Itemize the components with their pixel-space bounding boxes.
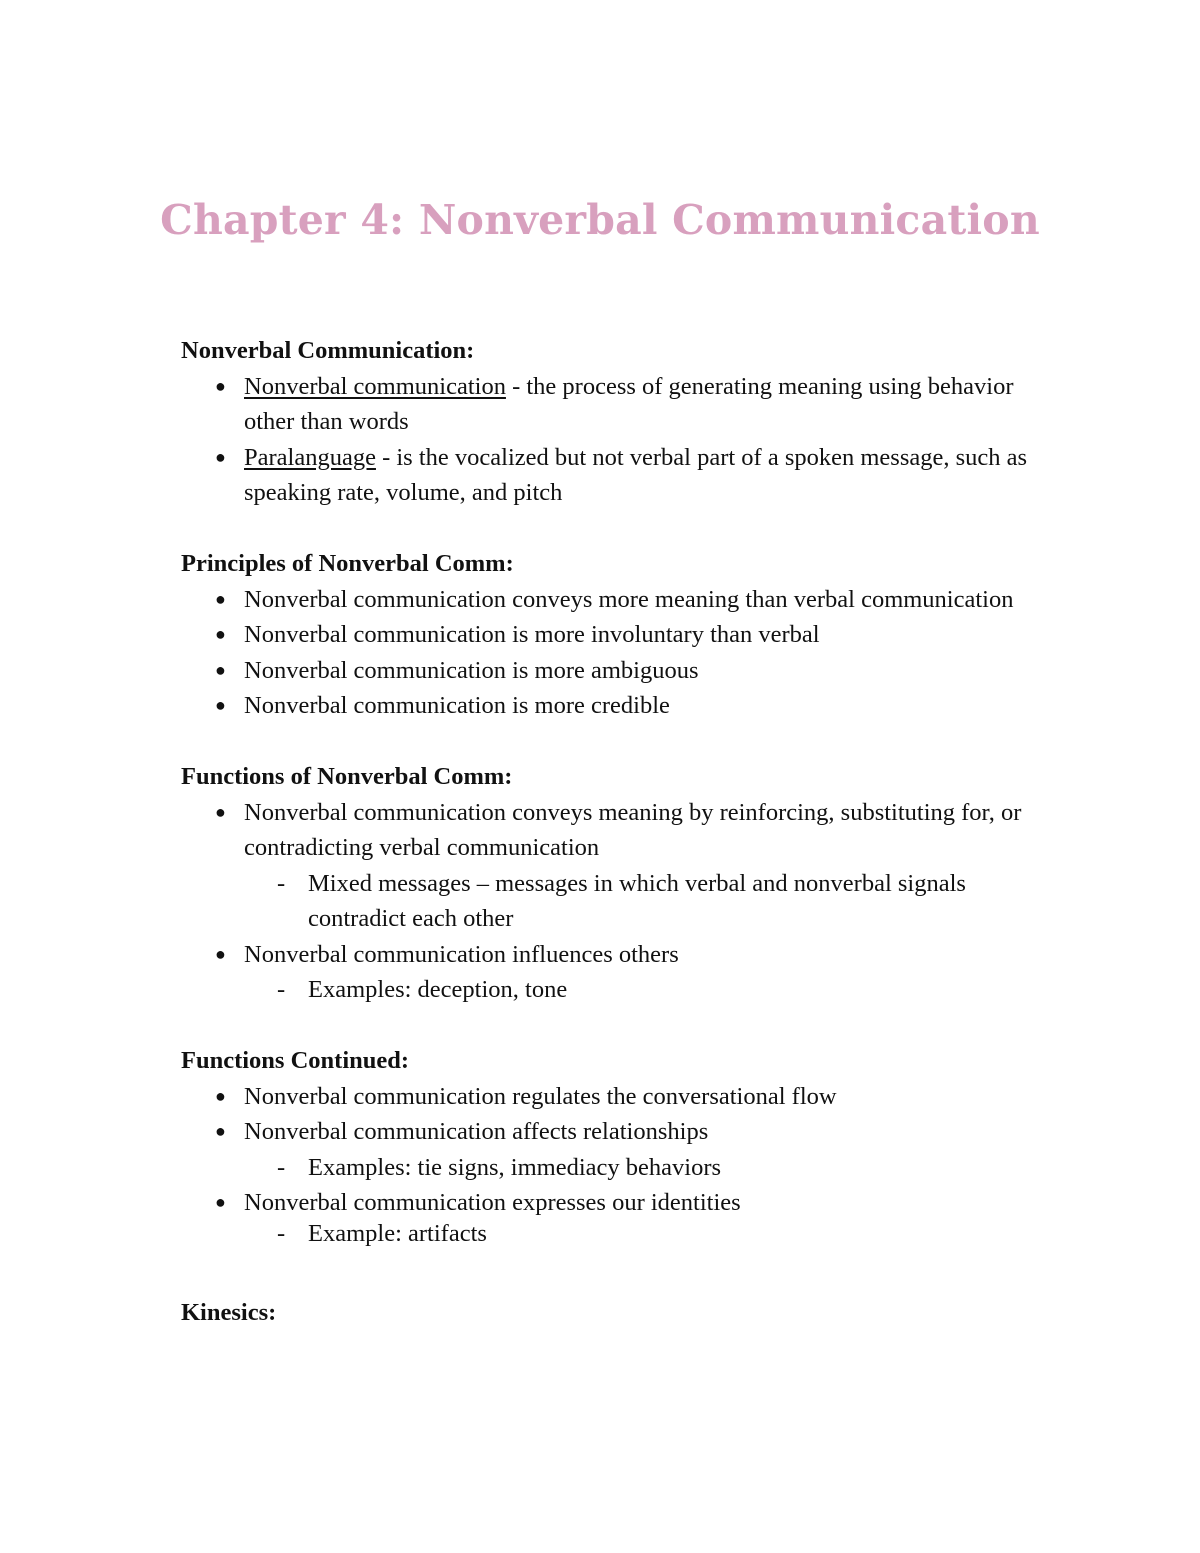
section-heading: Nonverbal Communication:: [181, 337, 475, 364]
section-kinesics: [181, 1295, 1061, 1331]
bullet-icon: ●: [215, 624, 226, 644]
sub-list-item: [244, 866, 1061, 937]
bullet-icon: ●: [215, 943, 226, 964]
section-heading: Functions of Nonverbal Comm:: [181, 763, 513, 790]
list-item: [181, 1185, 1061, 1247]
bullet-icon: ●: [215, 801, 226, 822]
section-functions: [181, 759, 1061, 1008]
term-label: Paralanguage: [244, 443, 376, 471]
list-item: [181, 617, 1061, 653]
bullet-icon: ●: [215, 588, 226, 609]
definition-text: - the process of generating meaning using behavior other than words: [244, 372, 1014, 435]
list-item: [181, 653, 1061, 689]
sub-list: [244, 1150, 1061, 1186]
sub-item-text: Mixed messages – messages in which verbal and nonverbal signals contradict each other: [308, 869, 966, 932]
section-nonverbal-communication: [181, 333, 1061, 511]
section-principles: [181, 546, 1061, 724]
bullet-icon: ●: [215, 1085, 226, 1106]
section-heading: Functions Continued:: [181, 1047, 410, 1074]
bullet-icon: ●: [215, 695, 226, 715]
item-text: Nonverbal communication is more ambiguous: [244, 656, 699, 684]
section-functions-continued: [181, 1043, 1061, 1247]
dash-icon: -: [277, 869, 286, 897]
list-item: [181, 1079, 1061, 1115]
dash-icon: -: [277, 976, 286, 1003]
dash-icon: -: [277, 1153, 286, 1181]
item-text: Nonverbal communication is more credible: [244, 692, 670, 719]
sub-list: [244, 972, 1061, 1008]
bullet-icon: ●: [215, 1121, 226, 1141]
list-item: [181, 582, 1061, 618]
bullet-list: [181, 795, 1061, 1008]
list-item: [181, 937, 1061, 1008]
bullet-icon: ●: [215, 446, 226, 467]
sub-list-item: [244, 1221, 1061, 1247]
list-item: [181, 440, 1061, 511]
item-text: Nonverbal communication is more involuntary than verbal: [244, 621, 820, 648]
item-text: Nonverbal communication conveys meaning by reinforcing, substituting for, or contradicting verbal communication: [244, 798, 1022, 861]
term-label: Nonverbal communication: [244, 372, 506, 400]
list-item: [181, 795, 1061, 937]
item-text: Nonverbal communication regulates the conversational flow: [244, 1082, 837, 1110]
sub-item-text: Example: artifacts: [308, 1219, 487, 1247]
page-title: Chapter 4: Nonverbal Communication: [160, 196, 1040, 244]
item-text: Nonverbal communication influences others: [244, 940, 679, 968]
list-item: [181, 688, 1061, 724]
bullet-icon: ●: [215, 375, 226, 396]
bullet-list: [181, 1079, 1061, 1247]
sub-list: [244, 866, 1061, 937]
section-heading: Kinesics:: [181, 1298, 277, 1326]
sub-list: [244, 1221, 1061, 1247]
item-text: Nonverbal communication conveys more meaning than verbal communication: [244, 585, 1014, 613]
sub-item-text: Examples: deception, tone: [308, 976, 568, 1003]
sub-list-item: [244, 1150, 1061, 1186]
bullet-list: [181, 582, 1061, 724]
dash-icon: -: [277, 1219, 286, 1247]
section-heading: Principles of Nonverbal Comm:: [181, 550, 514, 577]
bullet-icon: ●: [215, 659, 226, 680]
item-text: Nonverbal communication affects relationships: [244, 1118, 709, 1145]
bullet-icon: ●: [215, 1192, 226, 1212]
list-item: [181, 1114, 1061, 1185]
definition-text: - is the vocalized but not verbal part of a spoken message, such as speaking rate, volume, and pitch: [244, 443, 1028, 506]
sub-item-text: Examples: tie signs, immediacy behaviors: [308, 1153, 722, 1181]
bullet-list: [181, 369, 1061, 511]
item-text: Nonverbal communication expresses our identities: [244, 1189, 741, 1216]
list-item: [181, 369, 1061, 440]
sub-list-item: [244, 972, 1061, 1008]
notes-content: [181, 333, 1061, 1366]
